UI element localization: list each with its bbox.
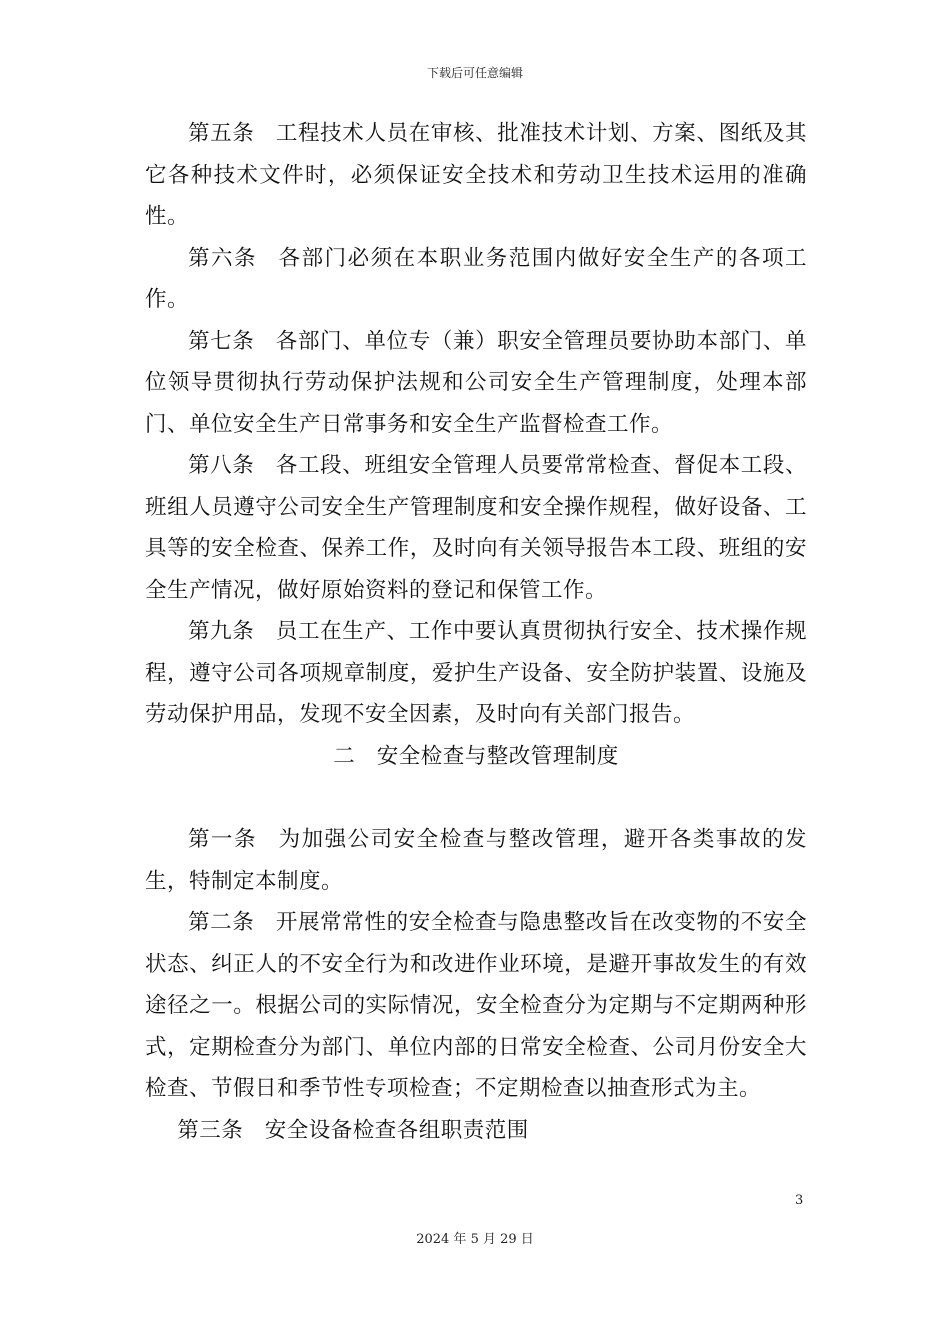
article-paragraph: [145, 902, 807, 1110]
article-text: 开展常常性的安全检查与隐患整改旨在改变物的不安全状态、纠正人的不安全行为和改进作业环境，是避开事故发生的有效途径之一。根据公司的实际情况，安全检查分为定期与不定期两种形式，定期检查分为部门、单位内部的日常安全检查、公司月份安全大检查、节假日和季节性专项检查；不定期检查以抽查形式为主。: [145, 910, 807, 1101]
article-text: 各工段、班组安全管理人员要常常检查、督促本工段、班组人员遵守公司安全生产管理制度和安全操作规程，做好设备、工具等的安全检查、保养工作，及时向有关领导报告本工段、班组的安全生产情况，做好原始资料的登记和保管工作。: [145, 453, 807, 603]
article-paragraph: [145, 1110, 807, 1152]
article-number: 第七条: [188, 328, 255, 354]
article-number: 第二条: [188, 910, 255, 935]
article-paragraph: [145, 445, 807, 611]
article-number: 第八条: [188, 453, 255, 478]
page-footer-date: 2024 年 5 月 29 日: [416, 1232, 534, 1247]
article-number: 第一条: [188, 827, 258, 852]
article-number: 第九条: [188, 619, 255, 644]
article-number: 第六条: [188, 245, 258, 271]
article-text: 安全设备检查各组职责范围: [264, 1117, 529, 1143]
article-text: 工程技术人员在审核、批准技术计划、方案、图纸及其它各种技术文件时，必须保证安全技术和劳动卫生技术运用的准确性。: [145, 121, 807, 229]
article-text: 员工在生产、工作中要认真贯彻执行安全、技术操作规程，遵守公司各项规章制度，爱护生产设备、安全防护装置、设施及劳动保护用品，发现不安全因素，及时向有关部门报告。: [145, 619, 807, 727]
section-heading: [145, 736, 807, 778]
article-paragraph: [145, 321, 807, 446]
section-title: 安全检查与整改管理制度: [376, 743, 619, 769]
article-text: 各部门必须在本职业务范围内做好安全生产的各项工作。: [145, 245, 807, 312]
article-number: 第五条: [188, 121, 255, 146]
article-text: 为加强公司安全检查与整改管理，避开各类事故的发生，特制定本制度。: [145, 827, 807, 894]
article-text: 各部门、单位专（兼）职安全管理员要协助本部门、单位领导贯彻执行劳动保护法规和公司安全生产管理制度，处理本部门、单位安全生产日常事务和安全生产监督检查工作。: [145, 328, 807, 437]
article-paragraph: [145, 238, 807, 321]
article-number: 第三条: [177, 1117, 244, 1143]
page-header: 下载后可任意编辑: [426, 66, 523, 80]
section-number: 二: [333, 743, 356, 769]
article-paragraph: [145, 819, 807, 902]
document-body: [145, 113, 807, 1151]
page-number: 3: [795, 1193, 804, 1208]
article-paragraph: [145, 113, 807, 238]
article-paragraph: [145, 611, 807, 736]
